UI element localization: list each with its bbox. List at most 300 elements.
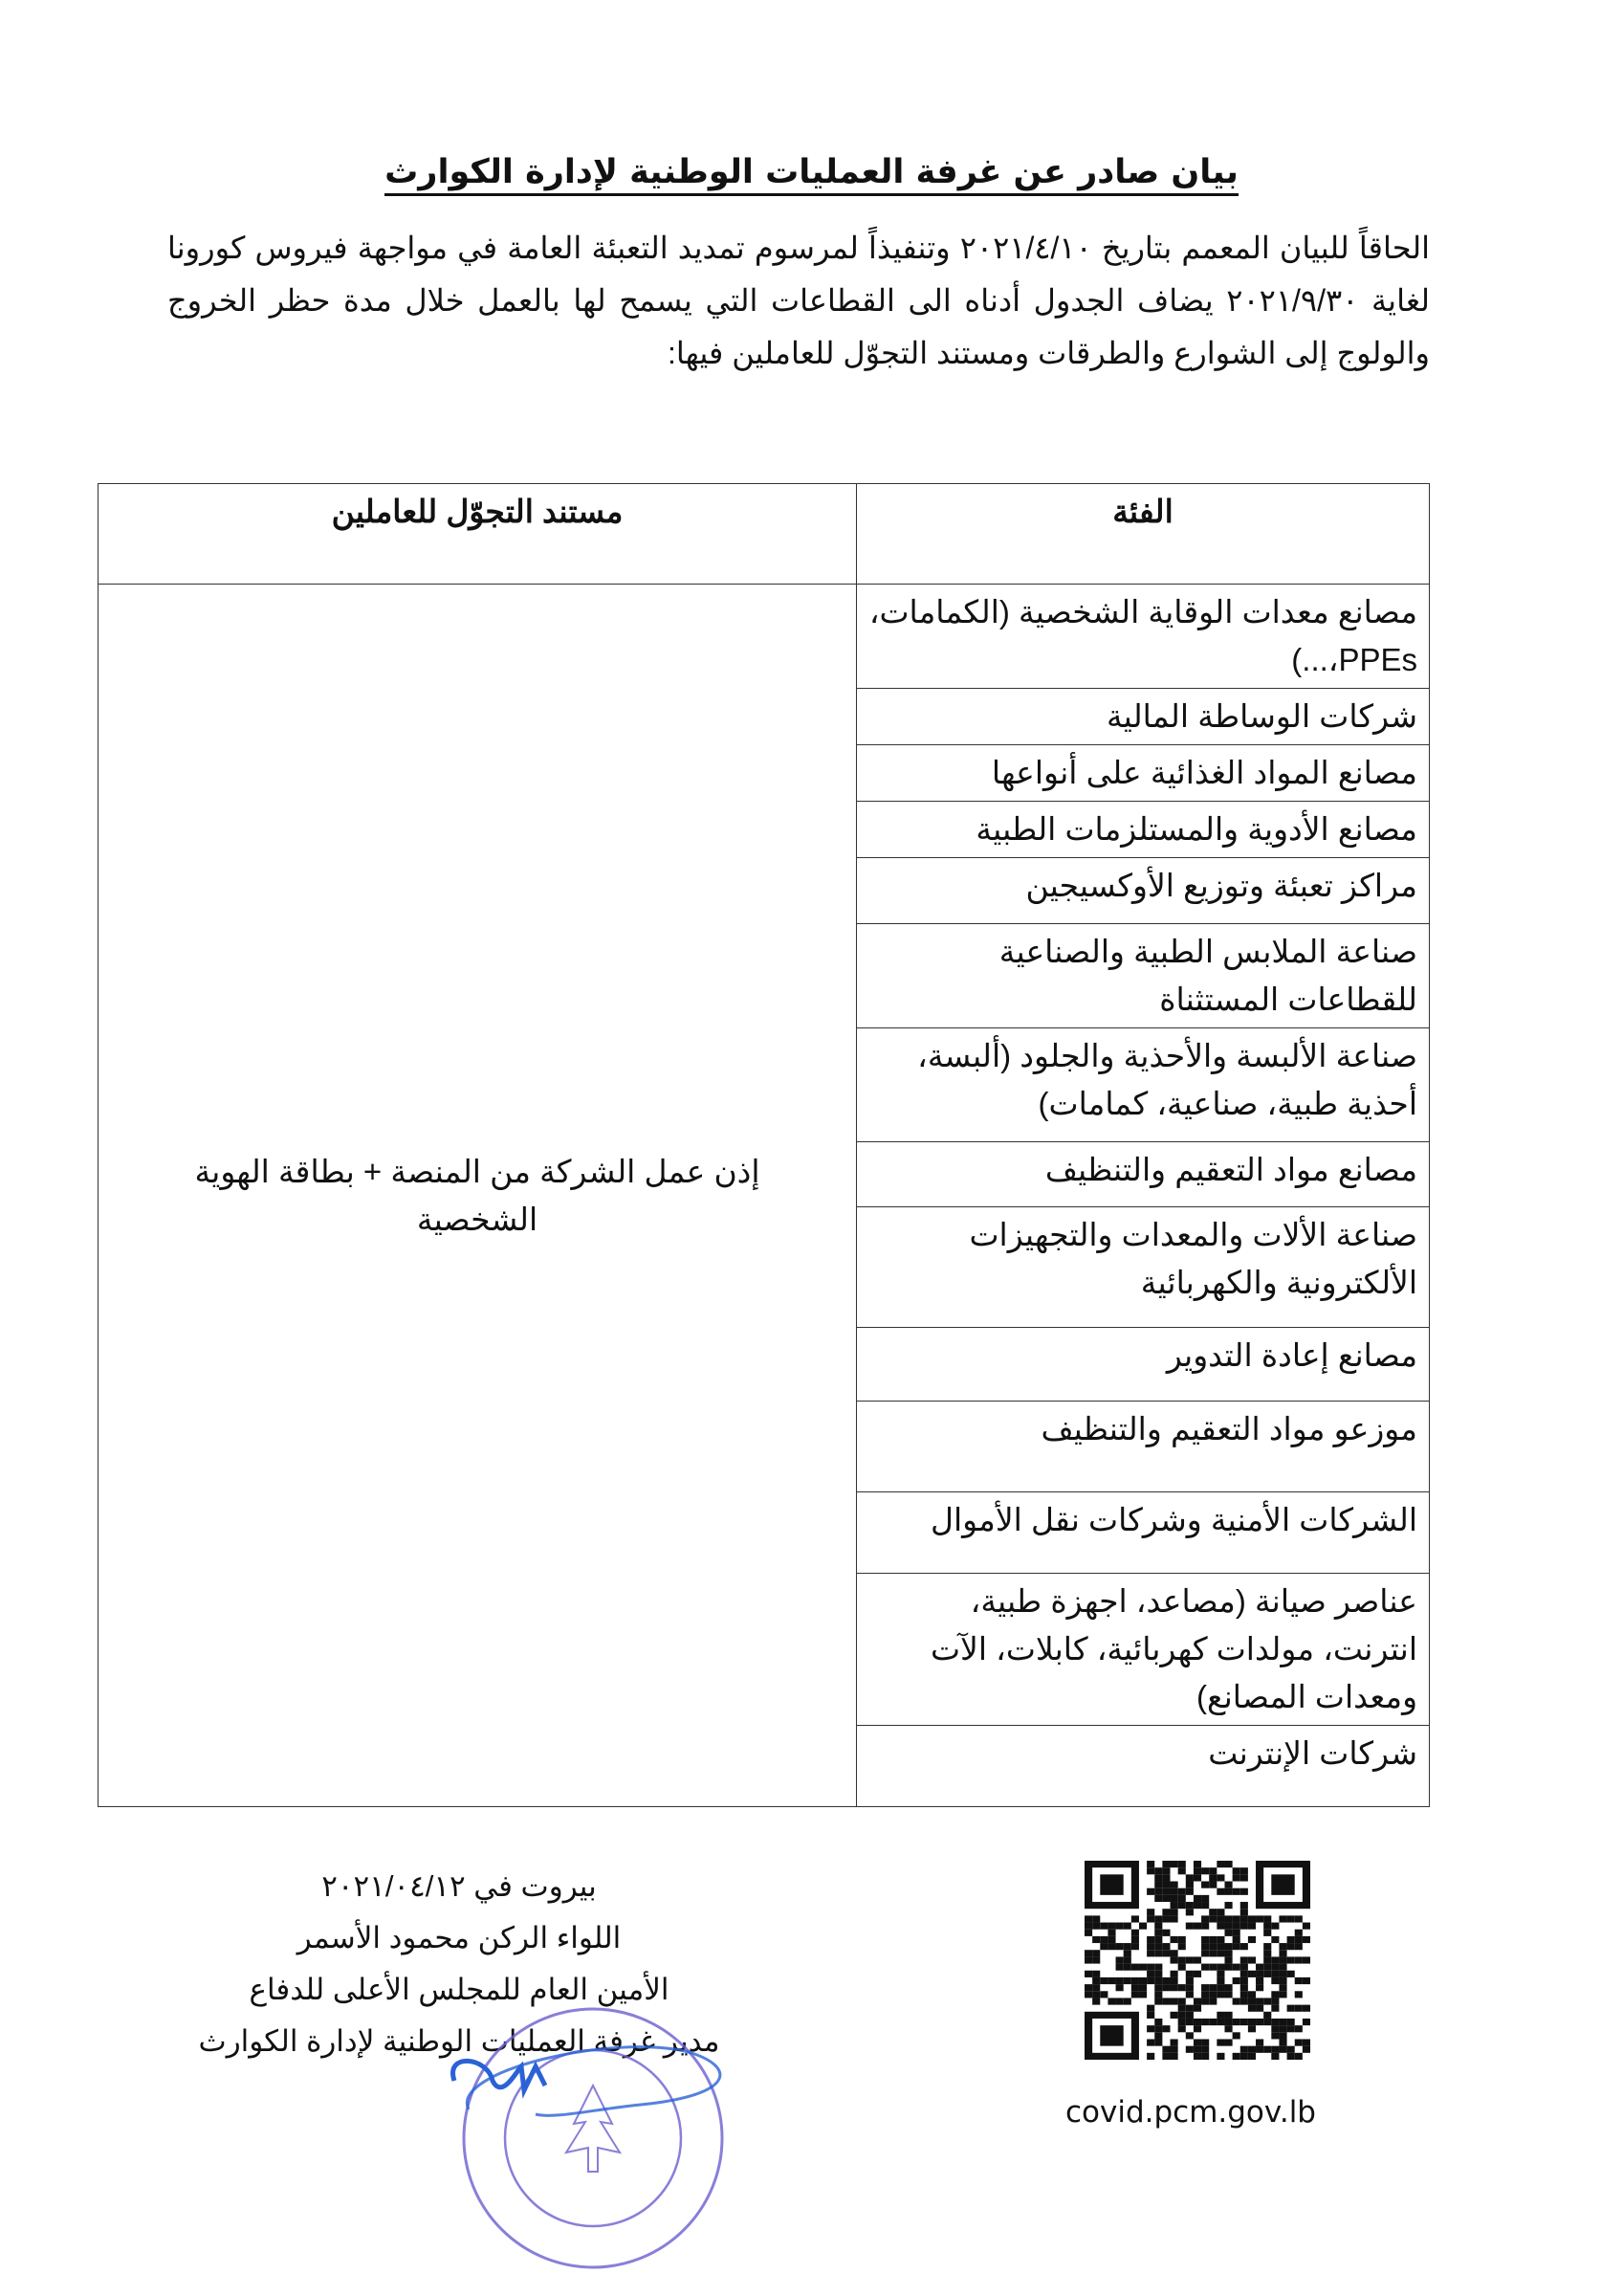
- qr-module: [1162, 1984, 1170, 1991]
- qr-module: [1263, 1923, 1271, 1930]
- category-cell: موزعو مواد التعقيم والتنظيف: [857, 1402, 1430, 1492]
- qr-module: [1139, 1964, 1147, 1971]
- qr-module: [1171, 2053, 1178, 2060]
- qr-module: [1287, 2005, 1295, 2012]
- qr-module: [1201, 1943, 1209, 1950]
- qr-module: [1162, 1909, 1170, 1915]
- qr-module: [1271, 2025, 1279, 2032]
- qr-code: [1085, 1861, 1310, 2060]
- qr-module: [1303, 1977, 1310, 1984]
- qr-module: [1263, 2012, 1271, 2019]
- category-cell: مصانع مواد التعقيم والتنظيف: [857, 1142, 1430, 1207]
- qr-module: [1092, 1984, 1100, 1991]
- table-row: [99, 585, 1430, 689]
- qr-module: [1271, 2032, 1279, 2039]
- qr-module: [1263, 1998, 1271, 2004]
- qr-module: [1256, 1984, 1263, 1991]
- qr-module: [1092, 1971, 1100, 1977]
- qr-module: [1171, 1902, 1178, 1909]
- qr-module: [1171, 1909, 1178, 1915]
- qr-module: [1256, 1971, 1263, 1977]
- qr-module: [1131, 1991, 1139, 1998]
- qr-module: [1108, 1923, 1115, 1930]
- website-url: covid.pcm.gov.lb: [1064, 2095, 1316, 2130]
- qr-module: [1287, 2046, 1295, 2053]
- qr-module: [1263, 1964, 1271, 1971]
- qr-module: [1186, 2032, 1194, 2039]
- qr-module: [1154, 1923, 1162, 1930]
- qr-module: [1279, 1956, 1286, 1963]
- qr-module: [1085, 1923, 1092, 1930]
- qr-module: [1186, 1909, 1194, 1915]
- qr-module: [1092, 1936, 1100, 1943]
- qr-module: [1279, 1984, 1286, 1991]
- qr-module: [1092, 1977, 1100, 1984]
- qr-module: [1124, 1977, 1131, 1984]
- qr-module: [1233, 2019, 1240, 2025]
- qr-module: [1131, 1936, 1139, 1943]
- qr-module: [1092, 1956, 1100, 1963]
- qr-module: [1209, 1964, 1217, 1971]
- qr-module: [1116, 1956, 1124, 1963]
- qr-module: [1271, 2005, 1279, 2012]
- qr-module: [1271, 1923, 1279, 1930]
- qr-module: [1100, 1943, 1108, 1950]
- qr-module: [1256, 1977, 1263, 1984]
- intro-paragraph: الحاقاً للبيان المعمم بتاريخ ٢٠٢١/٤/١٠ وتنفيذاً لمرسوم تمديد التعبئة العامة في مواجهة فيروس كورونا لغاية ٢٠٢١/٩/٣٠ يضاف الجدول أدناه الى القطاعات التي يسمح لها بالعمل خلال مدة حظر الخروج والولوج إلى الشوارع والطرقات ومستند التجوّل للعاملين فيها:: [167, 231, 1431, 370]
- qr-module: [1147, 1971, 1154, 1977]
- qr-module: [1201, 2039, 1209, 2045]
- qr-module: [1131, 1915, 1139, 1922]
- qr-module: [1209, 1915, 1217, 1922]
- qr-module: [1092, 1923, 1100, 1930]
- qr-module: [1217, 1915, 1224, 1922]
- qr-module: [1178, 2012, 1186, 2019]
- qr-module: [1147, 1909, 1154, 1915]
- qr-module: [1201, 1936, 1209, 1943]
- qr-module: [1209, 2019, 1217, 2025]
- qr-module: [1178, 1902, 1186, 1909]
- category-cell: مصانع الأدوية والمستلزمات الطبية: [857, 802, 1430, 858]
- qr-module: [1162, 1882, 1170, 1888]
- qr-module: [1295, 2025, 1303, 2032]
- qr-module: [1256, 2019, 1263, 2025]
- qr-module: [1256, 1915, 1263, 1922]
- qr-module: [1248, 1991, 1256, 1998]
- qr-module: [1201, 1964, 1209, 1971]
- qr-module: [1147, 2053, 1154, 2060]
- qr-module: [1224, 1943, 1232, 1950]
- qr-module: [1279, 2032, 1286, 2039]
- official-seal-stamp: [450, 1995, 756, 2282]
- qr-module: [1233, 1930, 1240, 1936]
- qr-module: [1217, 1861, 1224, 1867]
- qr-module: [1178, 2005, 1186, 2012]
- qr-module: [1147, 2005, 1154, 2012]
- qr-module: [1248, 1923, 1256, 1930]
- qr-module: [1147, 1867, 1154, 1874]
- qr-module: [1303, 2039, 1310, 2045]
- qr-module: [1209, 1867, 1217, 1874]
- qr-module: [1092, 1998, 1100, 2004]
- qr-module: [1085, 1950, 1092, 1956]
- qr-module: [1256, 2005, 1263, 2012]
- qr-module: [1139, 1977, 1147, 1984]
- qr-module: [1186, 1971, 1194, 1977]
- qr-module: [1162, 1867, 1170, 1874]
- qr-module: [1116, 1998, 1124, 2004]
- qr-module: [1217, 2019, 1224, 2025]
- qr-module: [1154, 1867, 1162, 1874]
- qr-module: [1295, 2039, 1303, 2045]
- qr-module: [1162, 2046, 1170, 2053]
- qr-module: [1248, 2019, 1256, 2025]
- qr-module: [1186, 2046, 1194, 2053]
- qr-module: [1147, 1977, 1154, 1984]
- qr-module: [1194, 1867, 1201, 1874]
- qr-module: [1201, 1882, 1209, 1888]
- qr-module: [1085, 1971, 1092, 1977]
- qr-module: [1295, 1956, 1303, 1963]
- qr-module: [1186, 1902, 1194, 1909]
- qr-module: [1271, 1874, 1294, 1895]
- qr-module: [1162, 1977, 1170, 1984]
- qr-module: [1171, 1984, 1178, 1991]
- qr-module: [1194, 1861, 1201, 1867]
- qr-module: [1233, 1915, 1240, 1922]
- qr-module: [1271, 1991, 1279, 1998]
- qr-module: [1263, 1950, 1271, 1956]
- qr-module: [1171, 2046, 1178, 2053]
- qr-module: [1162, 1943, 1170, 1950]
- qr-module: [1154, 2019, 1162, 2025]
- qr-module: [1162, 1950, 1170, 1956]
- qr-module: [1154, 1977, 1162, 1984]
- qr-module: [1224, 2025, 1232, 2032]
- qr-module: [1186, 2019, 1194, 2025]
- qr-module: [1178, 1861, 1186, 1867]
- qr-module: [1217, 1888, 1224, 1895]
- qr-module: [1271, 2053, 1279, 2060]
- qr-module: [1233, 1867, 1240, 1874]
- qr-module: [1194, 2025, 1201, 2032]
- qr-module: [1279, 2039, 1286, 2045]
- qr-module: [1178, 1943, 1186, 1950]
- qr-module: [1248, 1971, 1256, 1977]
- qr-module: [1248, 1956, 1256, 1963]
- qr-module: [1186, 1977, 1194, 1984]
- qr-module: [1287, 1915, 1295, 1922]
- qr-module: [1116, 1984, 1124, 1991]
- qr-module: [1147, 1936, 1154, 1943]
- qr-module: [1154, 1936, 1162, 1943]
- qr-module: [1194, 2039, 1201, 2045]
- qr-module: [1131, 1984, 1139, 1991]
- qr-module: [1263, 1971, 1271, 1977]
- qr-module: [1194, 1874, 1201, 1881]
- category-cell: صناعة الألات والمعدات والتجهيزات الألكترونية والكهربائية: [857, 1207, 1430, 1328]
- qr-module: [1124, 1923, 1131, 1930]
- qr-module: [1100, 1936, 1108, 1943]
- qr-module: [1303, 1923, 1310, 1930]
- qr-module: [1279, 1950, 1286, 1956]
- qr-module: [1240, 2053, 1248, 2060]
- qr-module: [1139, 1991, 1147, 1998]
- qr-module: [1217, 1950, 1224, 1956]
- qr-module: [1154, 1915, 1162, 1922]
- qr-module: [1217, 2053, 1224, 2060]
- qr-module: [1279, 1971, 1286, 1977]
- qr-module: [1224, 1956, 1232, 1963]
- qr-module: [1171, 2039, 1178, 2045]
- qr-module: [1240, 1998, 1248, 2004]
- qr-module: [1154, 1984, 1162, 1991]
- qr-module: [1201, 1991, 1209, 1998]
- category-cell: شركات الوساطة المالية: [857, 689, 1430, 745]
- qr-module: [1092, 1915, 1100, 1922]
- qr-module: [1131, 1930, 1139, 1936]
- qr-module: [1108, 1943, 1115, 1950]
- qr-module: [1271, 2019, 1279, 2025]
- qr-module: [1162, 1874, 1170, 1881]
- qr-module: [1116, 1923, 1124, 1930]
- qr-module: [1209, 1874, 1217, 1881]
- qr-module: [1217, 1909, 1224, 1915]
- qr-module: [1194, 1971, 1201, 1977]
- qr-module: [1303, 2046, 1310, 2053]
- qr-module: [1116, 1943, 1124, 1950]
- qr-module: [1248, 2046, 1256, 2053]
- qr-module: [1217, 1977, 1224, 1984]
- qr-module: [1233, 1923, 1240, 1930]
- qr-module: [1217, 2012, 1224, 2019]
- qr-module: [1209, 1882, 1217, 1888]
- qr-module: [1194, 2005, 1201, 2012]
- document-cell: إذن عمل الشركة من المنصة + بطاقة الهوية الشخصية: [99, 585, 857, 1807]
- qr-module: [1287, 1936, 1295, 1943]
- qr-module: [1194, 1902, 1201, 1909]
- qr-module: [1131, 1943, 1139, 1950]
- place-date: بيروت في ٢٠٢١/٠٤/١٢: [321, 1869, 597, 1903]
- qr-module: [1224, 1984, 1232, 1991]
- qr-module: [1124, 1998, 1131, 2004]
- qr-module: [1240, 1964, 1248, 1971]
- qr-module: [1263, 1915, 1271, 1922]
- qr-module: [1256, 1964, 1263, 1971]
- qr-module: [1217, 1984, 1224, 1991]
- qr-module: [1224, 1902, 1232, 1909]
- qr-module: [1178, 1895, 1186, 1902]
- qr-module: [1131, 1977, 1139, 1984]
- qr-module: [1194, 1895, 1201, 1902]
- qr-module: [1279, 2046, 1286, 2053]
- qr-module: [1108, 1936, 1115, 1943]
- qr-module: [1124, 1964, 1131, 1971]
- qr-module: [1201, 2053, 1209, 2060]
- qr-module: [1209, 1984, 1217, 1991]
- category-cell: مصانع معدات الوقاية الشخصية (الكمامات، PPEs،...): [857, 585, 1430, 689]
- qr-module: [1092, 1991, 1100, 1998]
- qr-module: [1263, 1930, 1271, 1936]
- qr-module: [1224, 1915, 1232, 1922]
- qr-module: [1108, 1930, 1115, 1936]
- qr-module: [1303, 2005, 1310, 2012]
- qr-module: [1224, 1882, 1232, 1888]
- qr-module: [1240, 2046, 1248, 2053]
- qr-module: [1124, 1956, 1131, 1963]
- qr-module: [1186, 1991, 1194, 1998]
- title-text: بيان صادر عن غرفة العمليات الوطنية لإدارة الكوارث: [384, 153, 1239, 196]
- qr-module: [1139, 1984, 1147, 1991]
- qr-module: [1248, 2053, 1256, 2060]
- qr-module: [1178, 2025, 1186, 2032]
- qr-module: [1248, 1998, 1256, 2004]
- qr-module: [1116, 1977, 1124, 1984]
- qr-module: [1100, 1977, 1108, 1984]
- qr-module: [1209, 1909, 1217, 1915]
- qr-module: [1147, 1964, 1154, 1971]
- qr-module: [1085, 1956, 1092, 1963]
- qr-module: [1217, 1943, 1224, 1950]
- qr-module: [1240, 1902, 1248, 1909]
- qr-module: [1201, 1867, 1209, 1874]
- qr-module: [1209, 1936, 1217, 1943]
- qr-module: [1256, 1998, 1263, 2004]
- qr-module: [1240, 1991, 1248, 1998]
- qr-module: [1240, 1956, 1248, 1963]
- qr-module: [1233, 2032, 1240, 2039]
- qr-module: [1287, 1971, 1295, 1977]
- qr-module: [1271, 1998, 1279, 2004]
- qr-module: [1171, 1971, 1178, 1977]
- qr-module: [1295, 1930, 1303, 1936]
- qr-module: [1295, 2053, 1303, 2060]
- qr-module: [1240, 1943, 1248, 1950]
- qr-module: [1154, 1888, 1162, 1895]
- qr-module: [1287, 1943, 1295, 1950]
- qr-module: [1171, 1888, 1178, 1895]
- qr-module: [1217, 1964, 1224, 1971]
- qr-module: [1224, 1964, 1232, 1971]
- qr-module: [1147, 1915, 1154, 1922]
- qr-module: [1100, 1874, 1123, 1895]
- qr-module: [1217, 1936, 1224, 1943]
- qr-module: [1217, 1991, 1224, 1998]
- qr-module: [1124, 1943, 1131, 1950]
- qr-module: [1092, 1950, 1100, 1956]
- qr-module: [1178, 1956, 1186, 1963]
- category-cell: شركات الإنترنت: [857, 1726, 1430, 1807]
- qr-module: [1147, 2025, 1154, 2032]
- qr-module: [1162, 1861, 1170, 1867]
- qr-module: [1256, 2039, 1263, 2045]
- qr-module: [1295, 2005, 1303, 2012]
- qr-module: [1154, 1943, 1162, 1950]
- qr-module: [1186, 2012, 1194, 2019]
- qr-module: [1240, 1909, 1248, 1915]
- qr-module: [1154, 2025, 1162, 2032]
- document-title: [0, 153, 1623, 191]
- qr-module: [1154, 1882, 1162, 1888]
- qr-module: [1248, 1915, 1256, 1922]
- qr-module: [1154, 1964, 1162, 1971]
- qr-module: [1263, 1943, 1271, 1950]
- qr-module: [1154, 1950, 1162, 1956]
- qr-module: [1201, 1998, 1209, 2004]
- qr-module: [1154, 2039, 1162, 2045]
- qr-module: [1162, 1888, 1170, 1895]
- qr-module: [1178, 1964, 1186, 1971]
- qr-module: [1263, 2046, 1271, 2053]
- qr-module: [1154, 1991, 1162, 1998]
- qr-module: [1233, 1943, 1240, 1950]
- qr-module: [1287, 2019, 1295, 2025]
- qr-module: [1108, 1998, 1115, 2004]
- qr-module: [1171, 1861, 1178, 1867]
- qr-module: [1287, 1956, 1295, 1963]
- category-cell: مراكز تعبئة وتوزيع الأوكسيجين: [857, 858, 1430, 924]
- qr-module: [1224, 2039, 1232, 2045]
- qr-module: [1194, 1956, 1201, 1963]
- qr-module: [1186, 1923, 1194, 1930]
- qr-module: [1201, 2046, 1209, 2053]
- qr-module: [1233, 2053, 1240, 2060]
- table-header-row: [99, 484, 1430, 585]
- qr-module: [1279, 1915, 1286, 1922]
- qr-module: [1100, 1923, 1108, 1930]
- qr-module: [1178, 1888, 1186, 1895]
- qr-module: [1201, 2019, 1209, 2025]
- qr-module: [1186, 2005, 1194, 2012]
- qr-module: [1201, 1915, 1209, 1922]
- qr-module: [1186, 1882, 1194, 1888]
- qr-module: [1171, 1956, 1178, 1963]
- qr-module: [1194, 1998, 1201, 2004]
- qr-module: [1178, 2019, 1186, 2025]
- qr-module: [1147, 1888, 1154, 1895]
- qr-module: [1154, 2032, 1162, 2039]
- qr-module: [1186, 1984, 1194, 1991]
- qr-module: [1139, 1923, 1147, 1930]
- category-cell: الشركات الأمنية وشركات نقل الأموال: [857, 1492, 1430, 1574]
- qr-module: [1162, 1895, 1170, 1902]
- category-cell: صناعة الملابس الطبية والصناعية للقطاعات المستثناة: [857, 924, 1430, 1028]
- qr-module: [1201, 1902, 1209, 1909]
- qr-module: [1171, 1998, 1178, 2004]
- qr-module: [1154, 1998, 1162, 2004]
- qr-module: [1240, 1874, 1248, 1881]
- qr-module: [1194, 1923, 1201, 1930]
- qr-module: [1287, 2025, 1295, 2032]
- qr-module: [1303, 2019, 1310, 2025]
- qr-module: [1248, 2025, 1256, 2032]
- qr-module: [1240, 1977, 1248, 1984]
- qr-module: [1279, 1991, 1286, 1998]
- qr-module: [1178, 1984, 1186, 1991]
- qr-module: [1224, 1888, 1232, 1895]
- qr-module: [1209, 1998, 1217, 2004]
- qr-module: [1295, 1977, 1303, 1984]
- qr-module: [1233, 1998, 1240, 2004]
- qr-module: [1147, 2039, 1154, 2045]
- qr-module: [1100, 2025, 1123, 2046]
- qr-module: [1303, 1936, 1310, 1943]
- qr-module: [1171, 1950, 1178, 1956]
- qr-module: [1116, 1964, 1124, 1971]
- qr-module: [1178, 1867, 1186, 1874]
- qr-module: [1147, 1950, 1154, 1956]
- qr-module: [1178, 1998, 1186, 2004]
